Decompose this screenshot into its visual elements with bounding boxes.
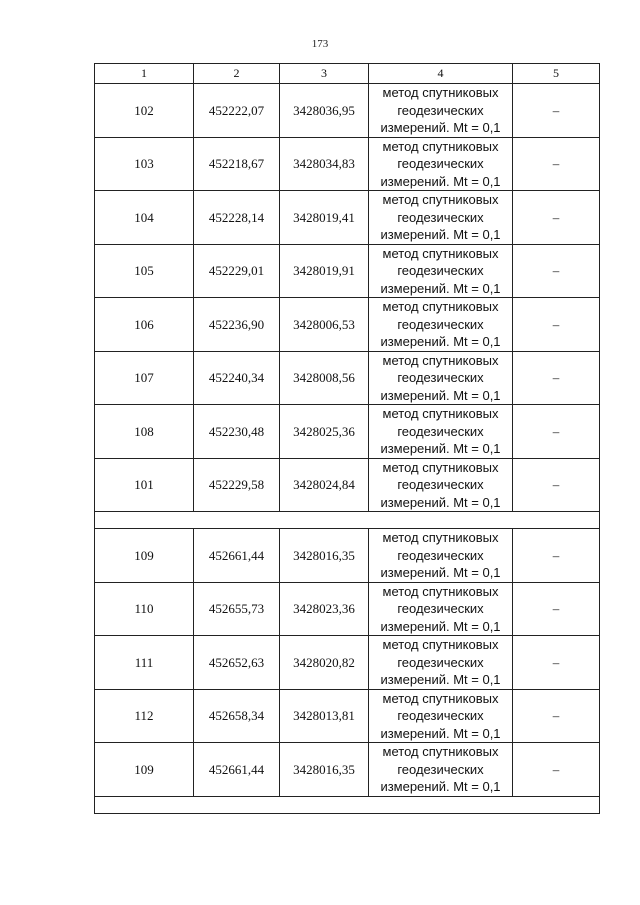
method-line: метод спутниковых xyxy=(382,744,499,759)
table-row xyxy=(95,191,600,245)
method-line: метод спутниковых xyxy=(382,459,499,475)
method-cell xyxy=(369,84,513,138)
method-line: геодезических xyxy=(397,547,484,563)
point-number-cell: 105 xyxy=(95,244,194,298)
method-cell xyxy=(369,636,513,690)
note-cell: – xyxy=(513,529,600,583)
column-header-1: 1 xyxy=(95,64,194,84)
method-cell xyxy=(369,191,513,245)
y-coordinate-cell: 3428008,56 xyxy=(280,351,369,405)
method-cell xyxy=(369,405,513,459)
table-row xyxy=(95,743,600,797)
method-line: метод спутниковых xyxy=(382,530,499,545)
coordinates-table xyxy=(94,63,600,814)
y-coordinate-cell: 3428020,82 xyxy=(280,636,369,690)
x-coordinate-cell: 452228,14 xyxy=(194,191,280,245)
y-coordinate-cell: 3428036,95 xyxy=(280,84,369,138)
method-line: геодезических xyxy=(397,209,484,225)
x-coordinate-cell: 452222,07 xyxy=(194,84,280,138)
method-line: измерений. Mt = 0,1 xyxy=(380,494,501,510)
table-row xyxy=(95,405,600,459)
method-line: геодезических xyxy=(397,263,484,278)
y-coordinate-cell: 3428016,35 xyxy=(280,529,369,583)
method-line: метод спутниковых xyxy=(382,138,499,154)
y-coordinate-cell: 3428024,84 xyxy=(280,458,369,512)
method-line: измерений. Mt = 0,1 xyxy=(380,334,501,349)
point-number-cell: 108 xyxy=(95,405,194,459)
y-coordinate-cell: 3428019,41 xyxy=(280,191,369,245)
y-coordinate-cell: 3428006,53 xyxy=(280,298,369,352)
note-cell: – xyxy=(513,689,600,743)
method-cell xyxy=(369,529,513,583)
method-line: измерений. Mt = 0,1 xyxy=(380,280,501,296)
method-line: метод спутниковых xyxy=(382,352,499,368)
table-row xyxy=(95,84,600,138)
note-cell: – xyxy=(513,405,600,459)
column-header-3: 3 xyxy=(280,64,369,84)
point-number-cell: 104 xyxy=(95,191,194,245)
table-row xyxy=(95,689,600,743)
table-row xyxy=(95,298,600,352)
table-end-row xyxy=(95,796,600,813)
point-number-cell: 101 xyxy=(95,458,194,512)
note-cell: – xyxy=(513,743,600,797)
group-separator-row-cell xyxy=(95,512,600,529)
method-line: измерений. Mt = 0,1 xyxy=(380,227,501,242)
method-line: метод спутниковых xyxy=(382,245,499,261)
x-coordinate-cell: 452236,90 xyxy=(194,298,280,352)
x-coordinate-cell: 452229,01 xyxy=(194,244,280,298)
x-coordinate-cell: 452655,73 xyxy=(194,582,280,636)
table-row xyxy=(95,458,600,512)
point-number-cell: 111 xyxy=(95,636,194,690)
column-header-5: 5 xyxy=(513,64,600,84)
method-line: геодезических xyxy=(397,708,484,723)
method-line: измерений. Mt = 0,1 xyxy=(380,441,501,456)
y-coordinate-cell: 3428034,83 xyxy=(280,137,369,191)
method-line: геодезических xyxy=(397,601,484,616)
method-line: измерений. Mt = 0,1 xyxy=(380,618,501,634)
table-end-row-cell xyxy=(95,796,600,813)
x-coordinate-cell: 452658,34 xyxy=(194,689,280,743)
table-header-row xyxy=(95,64,600,84)
method-line: геодезических xyxy=(397,102,484,118)
method-line: геодезических xyxy=(397,316,484,332)
method-line: измерений. Mt = 0,1 xyxy=(380,672,501,687)
method-line: метод спутниковых xyxy=(382,690,499,706)
method-cell xyxy=(369,743,513,797)
note-cell: – xyxy=(513,137,600,191)
method-line: геодезических xyxy=(397,370,484,385)
note-cell: – xyxy=(513,244,600,298)
note-cell: – xyxy=(513,84,600,138)
y-coordinate-cell: 3428013,81 xyxy=(280,689,369,743)
note-cell: – xyxy=(513,636,600,690)
note-cell: – xyxy=(513,191,600,245)
method-cell xyxy=(369,458,513,512)
x-coordinate-cell: 452229,58 xyxy=(194,458,280,512)
point-number-cell: 102 xyxy=(95,84,194,138)
x-coordinate-cell: 452661,44 xyxy=(194,529,280,583)
method-line: метод спутниковых xyxy=(382,406,499,421)
method-cell xyxy=(369,351,513,405)
table-row xyxy=(95,582,600,636)
coordinates-table-body xyxy=(95,64,600,814)
x-coordinate-cell: 452230,48 xyxy=(194,405,280,459)
method-cell xyxy=(369,582,513,636)
method-line: метод спутниковых xyxy=(382,192,499,207)
note-cell: – xyxy=(513,351,600,405)
method-cell xyxy=(369,298,513,352)
method-line: измерений. Mt = 0,1 xyxy=(380,173,501,189)
table-row xyxy=(95,244,600,298)
y-coordinate-cell: 3428025,36 xyxy=(280,405,369,459)
table-row xyxy=(95,137,600,191)
method-line: геодезических xyxy=(397,654,484,670)
x-coordinate-cell: 452240,34 xyxy=(194,351,280,405)
x-coordinate-cell: 452661,44 xyxy=(194,743,280,797)
note-cell: – xyxy=(513,298,600,352)
method-line: геодезических xyxy=(397,156,484,171)
method-line: метод спутниковых xyxy=(382,299,499,314)
point-number-cell: 109 xyxy=(95,743,194,797)
method-cell xyxy=(369,137,513,191)
method-line: измерений. Mt = 0,1 xyxy=(380,565,501,580)
table-row xyxy=(95,529,600,583)
method-line: метод спутниковых xyxy=(382,583,499,599)
method-cell xyxy=(369,244,513,298)
method-line: геодезических xyxy=(397,423,484,439)
note-cell: – xyxy=(513,582,600,636)
x-coordinate-cell: 452218,67 xyxy=(194,137,280,191)
group-separator-row xyxy=(95,512,600,529)
point-number-cell: 103 xyxy=(95,137,194,191)
page-number: 173 xyxy=(311,38,329,50)
column-header-2: 2 xyxy=(194,64,280,84)
method-line: метод спутниковых xyxy=(382,85,499,100)
note-cell: – xyxy=(513,458,600,512)
method-line: измерений. Mt = 0,1 xyxy=(380,779,501,794)
method-line: измерений. Mt = 0,1 xyxy=(380,387,501,403)
point-number-cell: 109 xyxy=(95,529,194,583)
y-coordinate-cell: 3428016,35 xyxy=(280,743,369,797)
point-number-cell: 107 xyxy=(95,351,194,405)
x-coordinate-cell: 452652,63 xyxy=(194,636,280,690)
method-line: измерений. Mt = 0,1 xyxy=(380,120,501,135)
table-row xyxy=(95,636,600,690)
method-line: метод спутниковых xyxy=(382,637,499,652)
method-line: геодезических xyxy=(397,477,484,492)
method-line: геодезических xyxy=(397,761,484,777)
column-header-4: 4 xyxy=(369,64,513,84)
y-coordinate-cell: 3428023,36 xyxy=(280,582,369,636)
method-line: измерений. Mt = 0,1 xyxy=(380,725,501,741)
point-number-cell: 110 xyxy=(95,582,194,636)
method-cell xyxy=(369,689,513,743)
y-coordinate-cell: 3428019,91 xyxy=(280,244,369,298)
point-number-cell: 112 xyxy=(95,689,194,743)
point-number-cell: 106 xyxy=(95,298,194,352)
table-row xyxy=(95,351,600,405)
